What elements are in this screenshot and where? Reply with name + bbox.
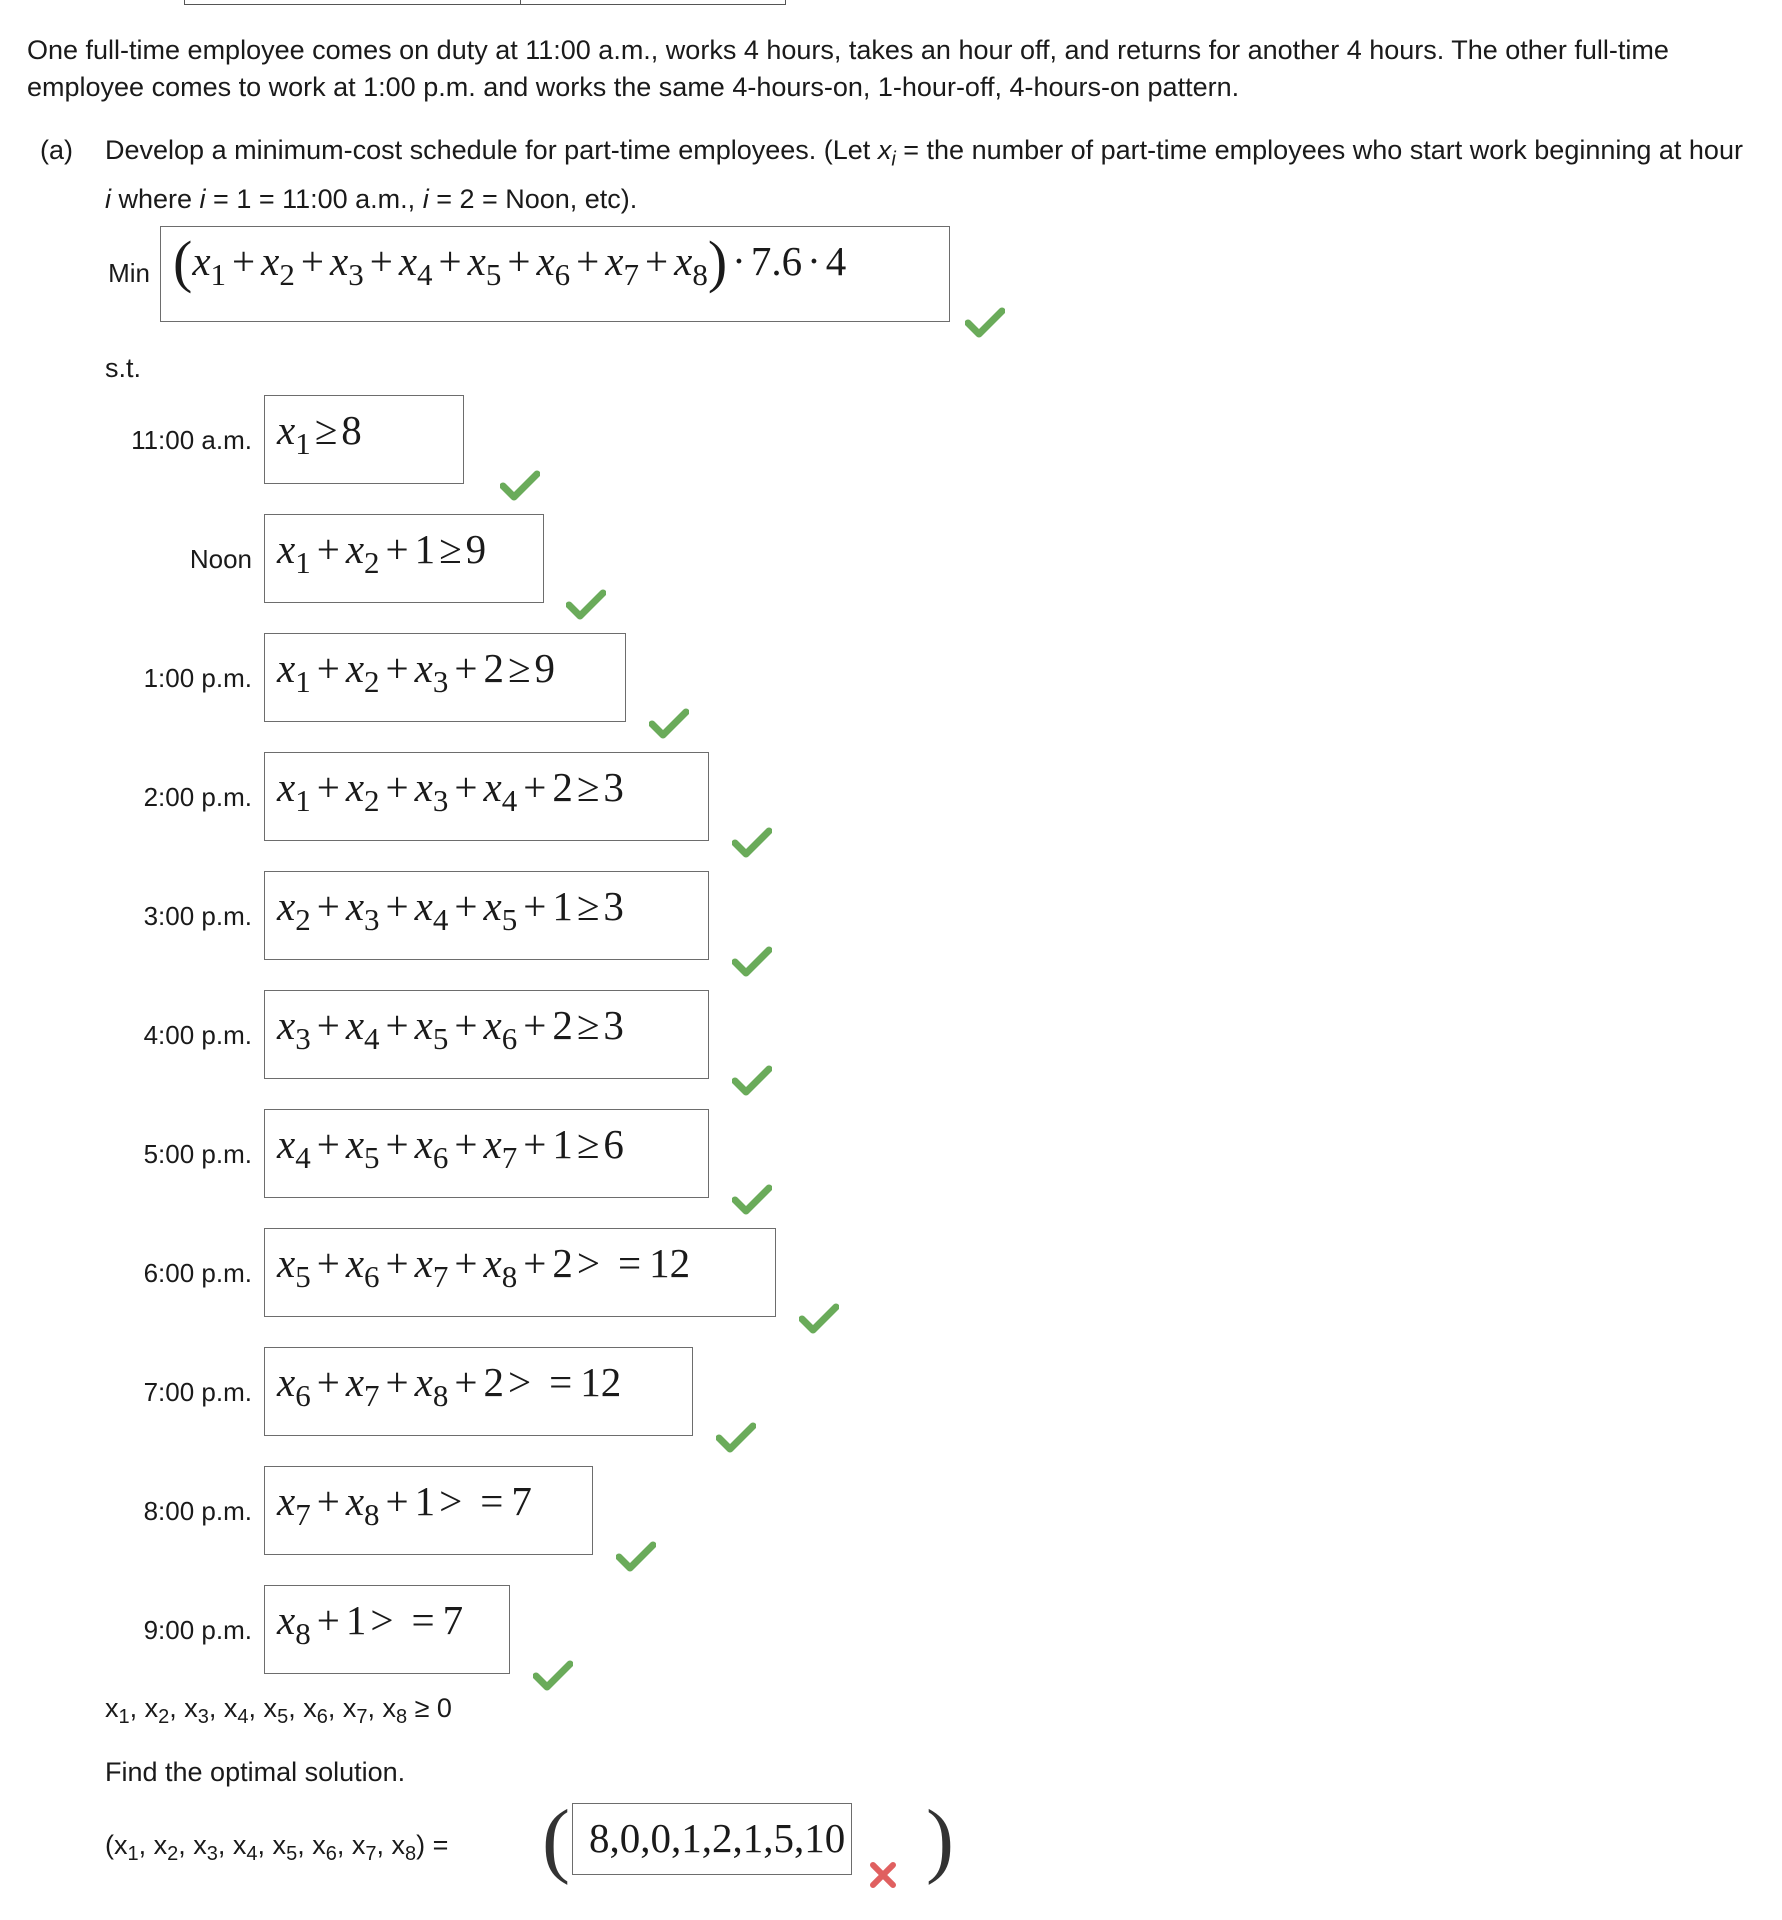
solution-value: 8,0,0,1,2,1,5,10 bbox=[589, 1815, 846, 1861]
constraint-check-icon bbox=[732, 1063, 772, 1097]
objective-check-icon bbox=[965, 305, 1005, 339]
constraint-check-icon bbox=[716, 1420, 756, 1454]
constraint-input[interactable] bbox=[264, 1585, 510, 1674]
solution-lhs: ($x_1$, $x_2$, $x_3$, $x_4$, $x_5$, $x_6$, $x_7$, $x_8$) = bbox=[105, 1830, 449, 1865]
constraint-input[interactable] bbox=[264, 1109, 709, 1198]
constraint-label: 11:00 a.m. bbox=[131, 425, 252, 455]
math-render: $x_8 + 1> = 7$ bbox=[277, 1597, 464, 1651]
constraint-input[interactable] bbox=[264, 1347, 693, 1436]
constraint-label: 7:00 p.m. bbox=[143, 1377, 252, 1407]
constraint-input[interactable] bbox=[264, 1466, 593, 1555]
constraint-label: 6:00 p.m. bbox=[143, 1258, 252, 1288]
math-render: $x_1 + x_2 + x_3 + 2\ge 9$ bbox=[277, 645, 555, 699]
constraint-check-icon bbox=[500, 468, 540, 502]
constraint-label: 3:00 p.m. bbox=[143, 901, 252, 931]
math-render: $x_2 + x_3 + x_4 + x_5 + 1\ge 3$ bbox=[277, 883, 624, 937]
constraint-input[interactable] bbox=[264, 990, 709, 1079]
constraint-input[interactable] bbox=[264, 871, 709, 960]
objective-label: Min bbox=[108, 258, 150, 288]
objective-input[interactable] bbox=[160, 226, 950, 322]
constraint-check-icon bbox=[616, 1539, 656, 1573]
constraint-input[interactable] bbox=[264, 1228, 776, 1317]
math-render: $x_3 + x_4 + x_5 + x_6 + 2\ge 3$ bbox=[277, 1002, 624, 1056]
constraint-check-icon bbox=[533, 1658, 573, 1692]
math-render: $x_4 + x_5 + x_6 + x_7 + 1\ge 6$ bbox=[277, 1121, 624, 1175]
math-render: $x_1\ge 8$ bbox=[277, 407, 362, 461]
math-render: $x_5 + x_6 + x_7 + x_8 + 2> = 12$ bbox=[277, 1240, 691, 1294]
constraint-check-icon bbox=[799, 1301, 839, 1335]
constraint-label: 2:00 p.m. bbox=[143, 782, 252, 812]
constraint-check-icon bbox=[732, 1182, 772, 1216]
constraint-check-icon bbox=[732, 944, 772, 978]
math-render: $x_7 + x_8 + 1> = 7$ bbox=[277, 1478, 532, 1532]
solution-open-paren: ( bbox=[542, 1793, 570, 1886]
nonnegativity-constraint: $x_1$, $x_2$, $x_3$, $x_4$, $x_5$, $x_6$, $x_7$, $x_8 \ge 0$ bbox=[105, 1693, 452, 1728]
constraint-label: 9:00 p.m. bbox=[143, 1615, 252, 1645]
st-label: s.t. bbox=[105, 353, 142, 383]
constraint-check-icon bbox=[649, 706, 689, 740]
constraint-check-icon bbox=[732, 825, 772, 859]
math-render: $(x_1 + x_2 + x_3 + x_4 + x_5 + x_6 + x_7 + x_8) \cdot 7.6 \cdot 4$ bbox=[173, 229, 847, 294]
find-solution-label: Find the optimal solution. bbox=[105, 1757, 406, 1787]
constraint-input[interactable] bbox=[264, 633, 626, 722]
part-a-label: (a) bbox=[40, 135, 73, 165]
solution-input[interactable] bbox=[572, 1803, 852, 1875]
previous-answer-box-remnant bbox=[184, 0, 786, 5]
solution-close-paren: ) bbox=[926, 1793, 954, 1886]
constraint-input[interactable] bbox=[264, 514, 544, 603]
constraint-label: 8:00 p.m. bbox=[143, 1496, 252, 1526]
constraint-check-icon bbox=[566, 587, 606, 621]
part-a-instruction: Develop a minimum-cost schedule for part-time employees. (Let $x_i$ = the number of part-time employees who start work beginning at hour i where i = 1 = 11:00 a.m., i = 2 = Noon, etc). bbox=[105, 135, 1743, 215]
solution-cross-icon bbox=[868, 1860, 898, 1890]
math-render: $x_1 + x_2 + 1\ge 9$ bbox=[277, 526, 487, 580]
problem-intro: One full-time employee comes on duty at 11:00 a.m., works 4 hours, takes an hour off, and returns for another 4 hours. The other full-time employee comes to work at 1:00 p.m. and works the same 4-hours-on, 1-hour-off, 4-hours-on pattern. bbox=[27, 35, 1669, 102]
constraint-input[interactable] bbox=[264, 752, 709, 841]
constraint-label: 1:00 p.m. bbox=[143, 663, 252, 693]
constraint-label: Noon bbox=[189, 544, 252, 574]
math-render: $x_6 + x_7 + x_8 + 2> = 12$ bbox=[277, 1359, 622, 1413]
math-render: $x_1 + x_2 + x_3 + x_4 + 2\ge 3$ bbox=[277, 764, 624, 818]
constraint-input[interactable] bbox=[264, 395, 464, 484]
previous-answer-box-divider bbox=[520, 0, 521, 4]
constraint-label: 5:00 p.m. bbox=[143, 1139, 252, 1169]
constraint-label: 4:00 p.m. bbox=[143, 1020, 252, 1050]
